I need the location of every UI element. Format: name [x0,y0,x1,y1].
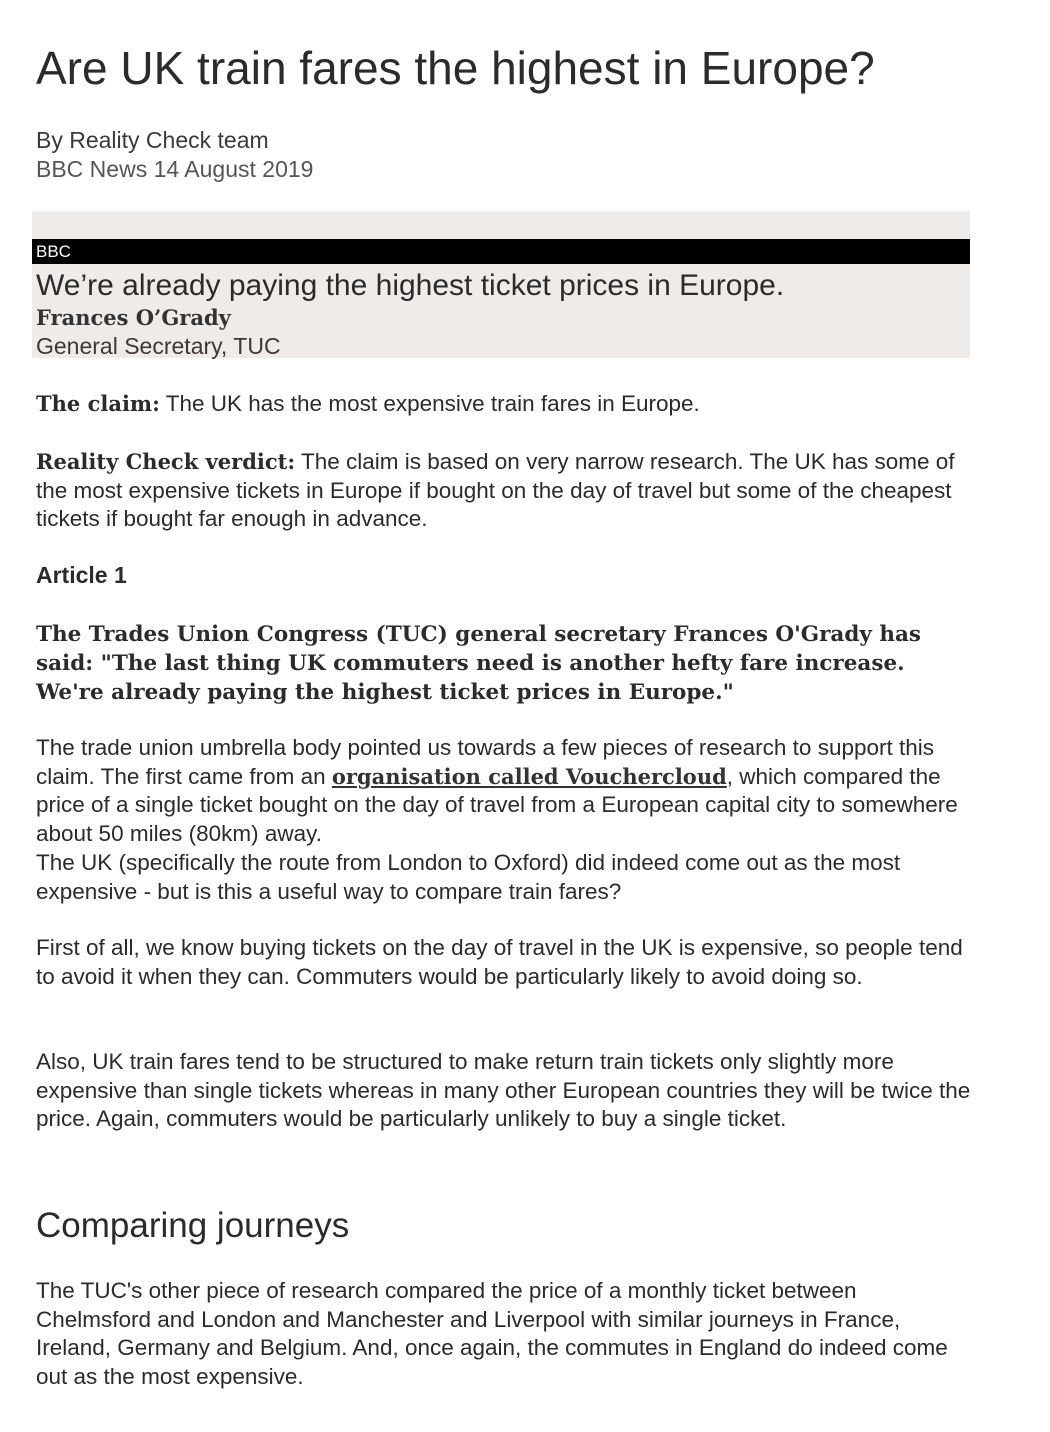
pull-quote: We’re already paying the highest ticket prices in Europe. [36,269,785,302]
quote-speaker: Frances O’Grady [36,305,231,330]
research-text-end: , which compared the price of a single ticket bought on the day of travel from a European capital city to somewhere about 50 miles (80km) away. [36,763,958,847]
source-date: BBC News 14 August 2019 [36,156,314,182]
verdict-paragraph [36,448,976,534]
research-paragraph [36,734,976,906]
verdict-text: The claim is based on very narrow research. The UK has some of the most expensive tickets in Europe if bought on the day of travel but some of the cheapest tickets if bought far enough in advance. [36,449,955,532]
comparing-journeys-heading: Comparing journeys [36,1206,350,1245]
claim-paragraph [36,390,976,419]
article-title: Are UK train fares the highest in Europe? [36,42,875,94]
vouchercloud-link[interactable]: organisation called Vouchercloud [331,763,727,789]
byline: By Reality Check team [36,127,269,153]
comparing-paragraph: The TUC's other piece of research compared the price of a monthly ticket between Chelmsford and London and Manchester and Liverpool with similar journeys in France, Ireland, Germany and Belgium. And, once again, the commutes in England do indeed come out as the most expensive. [36,1278,948,1390]
verdict-label: Reality Check verdict: [36,449,296,474]
tuc-quote: The Trades Union Congress (TUC) general secretary Frances O'Grady has said: "The last thing UK commuters need is another hefty fare increase. We're already paying the highest ticket prices in Europe." [36,622,922,705]
research-text-second: The UK (specifically the route from London to Oxford) did indeed come out as the most expensive - but is this a useful way to compare train fares? [36,849,901,904]
research-text-start: The trade union umbrella body pointed us towards a few pieces of research to support this claim. The first came from an [36,735,935,789]
claim-text: The UK has the most expensive train fares in Europe. [159,391,700,416]
return-fares-paragraph: Also, UK train fares tend to be structured to make return train tickets only slightly more expensive than single tickets whereas in many other European countries they will be twice the price. Again, commuters would be particularly unlikely to buy a single ticket. [36,1049,971,1132]
day-of-travel-paragraph: First of all, we know buying tickets on the day of travel in the UK is expensive, so people tend to avoid it when they can. Commuters would be particularly likely to avoid doing so. [36,935,963,989]
quote-brand-bar [32,239,970,264]
brand-label: BBC [36,242,71,261]
quote-speaker-role: General Secretary, TUC [36,333,281,359]
quote-box [32,211,970,358]
claim-label: The claim: [36,391,160,416]
article-1-heading: Article 1 [36,562,127,588]
